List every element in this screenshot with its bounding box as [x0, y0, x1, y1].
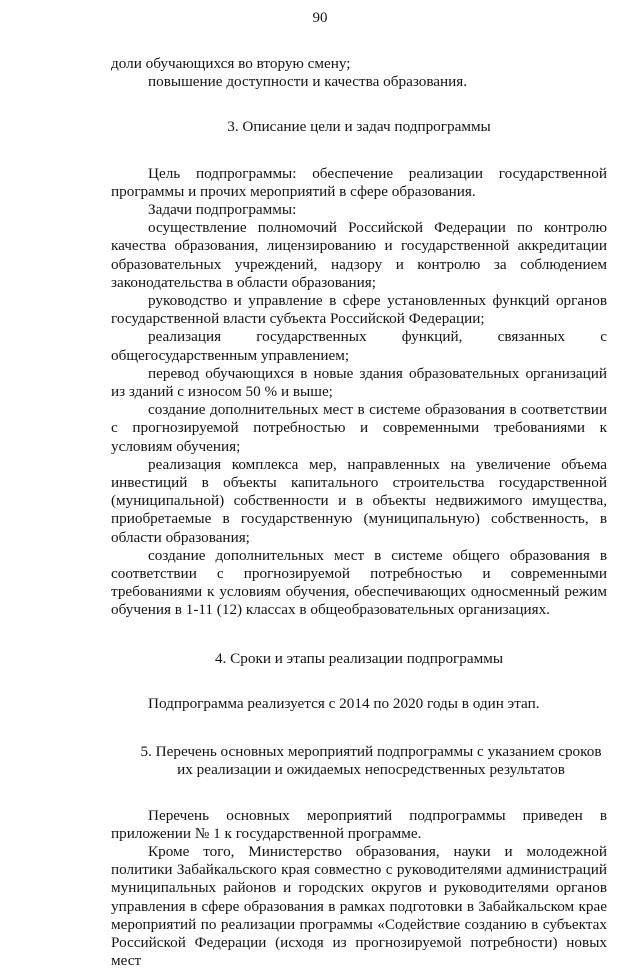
section-heading-5-line2: их реализации и ожидаемых непосредственных результатов — [177, 761, 565, 779]
task-item: осуществление полномочий Российской Федерации по контролю качества образования, лицензированию и государственной аккредитации образовательных учреждений, надзору и контролю за соблюдением законодательства в области образования; — [111, 219, 607, 291]
section4-text: Подпрограмма реализуется с 2014 по 2020 годы в один этап. — [148, 694, 540, 712]
section5-paragraph: Кроме того, Министерство образования, науки и молодежной политики Забайкальского края совместно с руководителями администраций муниципальных районов и городских округов и руководителями органов управления в сфере образования в рамках подготовки в Забайкальском крае мероприятий по реализации программы «Содействие созданию в субъектах Российской Федерации (исходя из прогнозируемой потребности) новых мест — [111, 842, 607, 970]
task-item: реализация комплекса мер, направленных на увеличение объема инвестиций в объекты капитального строительства государственной (муниципальной) собственности и в объекты недвижимого имущества, приобретаемые в государственную (муниципальную) собственность, в области образования; — [111, 455, 607, 546]
text-line: повышение доступности и качества образования. — [148, 73, 468, 91]
section-heading-4: 4. Сроки и этапы реализации подпрограммы — [214, 649, 504, 667]
document-body — [111, 55, 607, 970]
text-line: доли обучающихся во вторую смену; — [111, 55, 351, 72]
goal-paragraph: Цель подпрограммы: обеспечение реализации государственной программы и прочих мероприятий в сфере образования. — [111, 164, 607, 200]
task-item: создание дополнительных мест в системе общего образования в соответствии с прогнозируемой потребностью и современными требованиями к условиям обучения, обеспечивающих односменный режим обучения в 1-11 (12) классах в общеобразовательных организациях. — [111, 546, 607, 619]
section-heading-5 — [111, 743, 607, 779]
task-item: создание дополнительных мест в системе образования в соответствии с прогнозируемой потребностью и современными требованиями к условиям обучения; — [111, 401, 607, 455]
task-item: реализация государственных функций, связанных с общегосударственным управлением; — [111, 328, 607, 364]
section5-paragraph: Перечень основных мероприятий подпрограммы приведен в приложении № 1 к государственной программе. — [111, 806, 607, 842]
task-item: перевод обучающихся в новые здания образовательных организаций из зданий с износом 50 % и выше; — [111, 364, 607, 401]
section-heading-3: 3. Описание цели и задач подпрограммы — [227, 118, 491, 136]
page-number: 90 — [312, 10, 328, 26]
section-heading-5-line1: 5. Перечень основных мероприятий подпрограммы с указанием сроков — [140, 743, 602, 761]
tasks-label: Задачи подпрограммы: — [148, 201, 297, 219]
task-item: руководство и управление в сфере установленных функций органов государственной власти субъекта Российской Федерации; — [111, 292, 607, 328]
